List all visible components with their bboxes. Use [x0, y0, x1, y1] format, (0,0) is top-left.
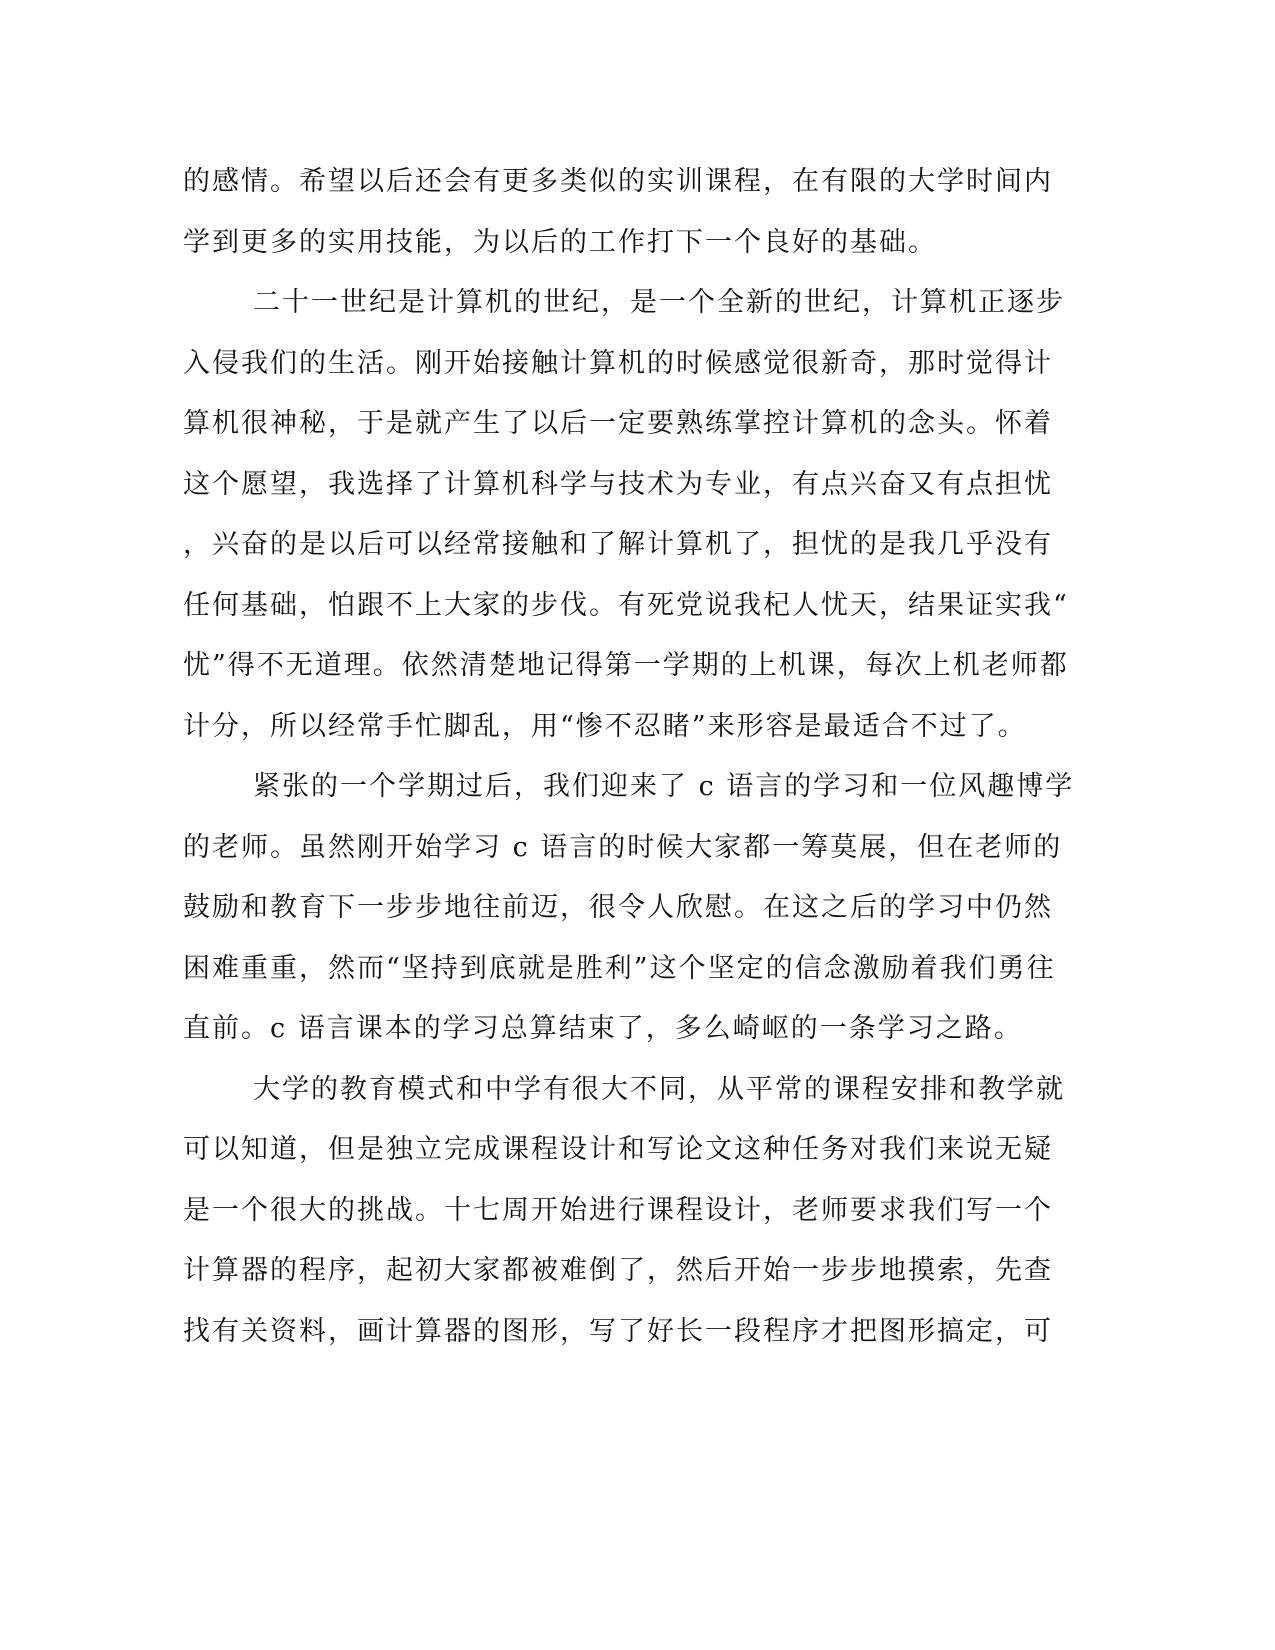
text-line: 鼓励和教育下一步步地往前迈，很令人欣慰。在这之后的学习中仍然 [183, 892, 1053, 923]
text-line: 学到更多的实用技能，为以后的工作打下一个良好的基础。 [183, 226, 937, 258]
paragraph-start-line: 大学的教育模式和中学有很大不同，从平常的课程安排和教学就 [253, 1073, 1065, 1105]
text-line: 计分，所以经常手忙脚乱，用“惨不忍睹”来形容是最适合不过了。 [183, 710, 1027, 742]
text-line: 入侵我们的生活。刚开始接触计算机的时候感觉很新奇，那时觉得计 [183, 347, 1053, 379]
text-line: 任何基础，怕跟不上大家的步伐。有死党说我杞人忧天，结果证实我“ [183, 589, 1069, 621]
text-line: 直前。c 语言课本的学习总算结束了，多么崎岖的一条学习之路。 [183, 1013, 1023, 1044]
text-line: 的感情。希望以后还会有更多类似的实训课程，在有限的大学时间内 [183, 166, 1053, 197]
text-line: 困难重重，然而“坚持到底就是胜利”这个坚定的信念激励着我们勇往 [183, 952, 1056, 984]
paragraph-start-line: 二十一世纪是计算机的世纪，是一个全新的世纪，计算机正逐步 [253, 287, 1065, 318]
text-line: 忧”得不无道理。依然清楚地记得第一学期的上机课，每次上机老师都 [183, 650, 1069, 681]
text-line: 算机很神秘，于是就产生了以后一定要熟练掌控计算机的念头。怀着 [183, 408, 1053, 439]
text-line: 可以知道，但是独立完成课程设计和写论文这种任务对我们来说无疑 [183, 1134, 1053, 1165]
text-line: ，兴奋的是以后可以经常接触和了解计算机了，担忧的是我几乎没有 [183, 529, 1053, 560]
text-line: 计算器的程序，起初大家都被难倒了，然后开始一步步地摸索，先查 [183, 1255, 1053, 1286]
paragraph-start-line: 紧张的一个学期过后，我们迎来了 c 语言的学习和一位风趣博学 [253, 771, 1075, 802]
text-line: 找有关资料，画计算器的图形，写了好长一段程序才把图形搞定，可 [183, 1315, 1053, 1347]
text-line: 这个愿望，我选择了计算机科学与技术为专业，有点兴奋又有点担忧 [183, 468, 1053, 500]
text-line: 的老师。虽然刚开始学习 c 语言的时候大家都一筹莫展，但在老师的 [183, 831, 1063, 863]
text-line: 是一个很大的挑战。十七周开始进行课程设计，老师要求我们写一个 [183, 1194, 1053, 1226]
body-text [183, 152, 1075, 1362]
